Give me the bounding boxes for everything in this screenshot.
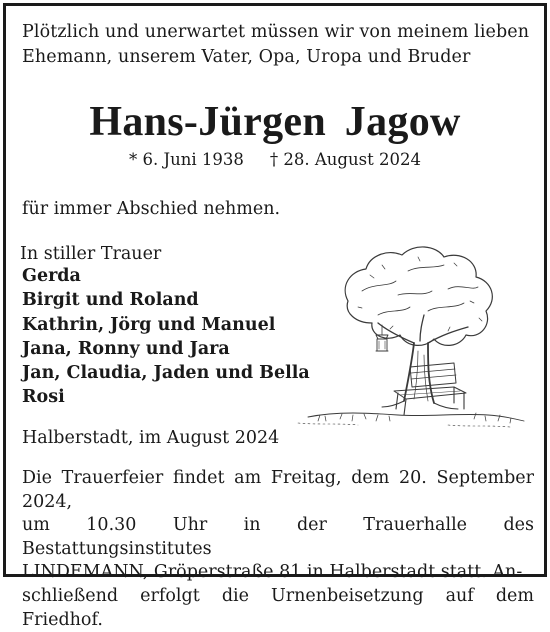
death-date: † 28. August 2024 [269, 150, 421, 169]
ceremony-line: Die Trauerfeier findet am Freitag, dem 20. September 2024, [22, 468, 534, 512]
ceremony-info [22, 467, 534, 632]
mourner-name: Jana, Ronny und Jara [22, 338, 230, 359]
birth-date: * 6. Juni 1938 [129, 150, 244, 169]
mourner-name: Jan, Claudia, Jaden und Bella [22, 363, 310, 384]
intro-text [22, 20, 542, 70]
life-dates [6, 150, 544, 169]
mourner-name: Rosi [22, 387, 65, 408]
ceremony-line: LINDEMANN, Gröperstraße 81 in Halberstadt statt. An- [22, 562, 523, 583]
mourning-label: In stiller Trauer [20, 244, 162, 264]
mourners-list [22, 264, 310, 410]
place-date: Halberstadt, im August 2024 [22, 428, 280, 448]
intro-line: Ehemann, unserem Vater, Opa, Uropa und Bruder [22, 47, 471, 67]
mourner-name: Kathrin, Jörg und Manuel [22, 314, 276, 335]
ceremony-line: um 10.30 Uhr in der Trauerhalle des Bestattungsinstitutes [22, 515, 534, 559]
ceremony-line: schließend erfolgt die Urnenbeisetzung auf dem Friedhof. [22, 585, 534, 630]
mourner-name: Birgit und Roland [22, 290, 199, 311]
mourner-name: Gerda [22, 266, 81, 286]
intro-line: Plötzlich und unerwartet müssen wir von meinem lieben [22, 22, 530, 42]
deceased-name: Hans-Jürgen Jagow [89, 99, 461, 145]
farewell-text: für immer Abschied nehmen. [22, 199, 281, 219]
obituary-frame [3, 3, 547, 630]
tree-bench-lantern-icon [278, 231, 528, 436]
